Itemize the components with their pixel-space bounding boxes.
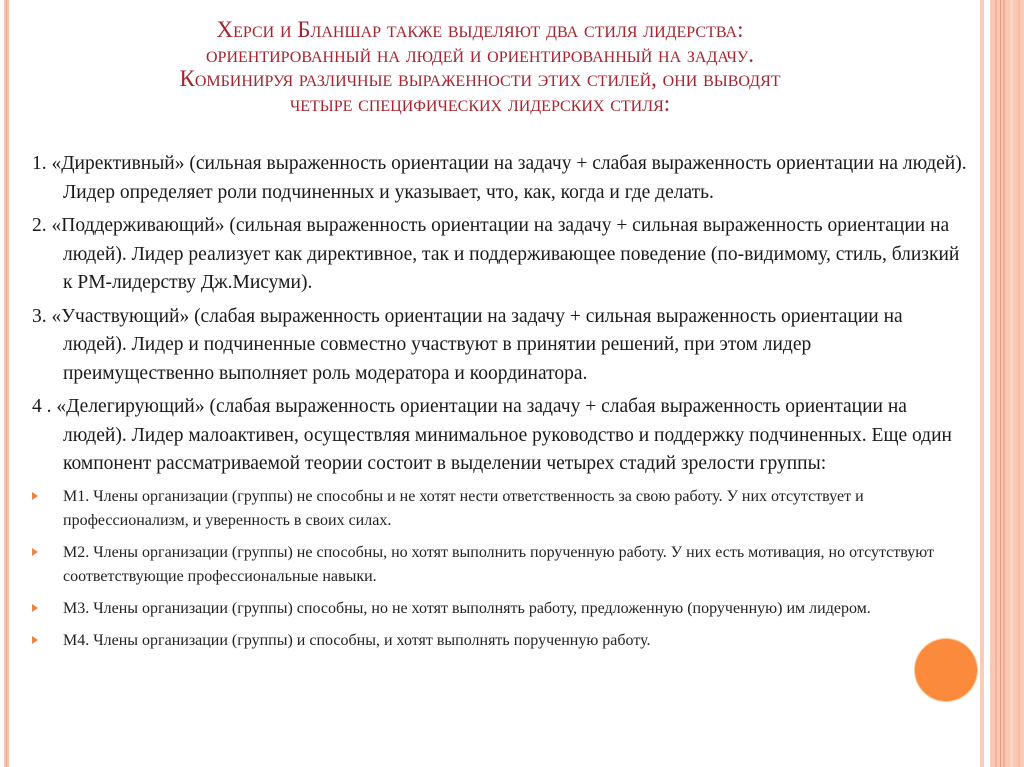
maturity-stage-item xyxy=(32,597,967,621)
title-line: Комбинируя различные выраженности этих стилей, они выводят xyxy=(179,66,781,91)
title-line: ориентированный на людей и ориентированный на задачу. xyxy=(206,41,754,67)
item-number: 3. xyxy=(32,305,47,327)
item-number: 4 . xyxy=(32,396,52,417)
stage-text: М4. Члены организации (группы) и способны, и хотят выполнять порученную работу. xyxy=(63,631,651,649)
stripe xyxy=(980,0,984,767)
stripe xyxy=(1010,0,1013,767)
stripe xyxy=(995,0,997,767)
leadership-style-item xyxy=(32,303,967,389)
maturity-stage-item xyxy=(32,629,967,653)
maturity-stage-item xyxy=(32,485,967,533)
left-border-stripe-line xyxy=(6,0,7,767)
leadership-style-item xyxy=(32,393,967,479)
stripe xyxy=(1000,0,1001,767)
leadership-style-item xyxy=(32,212,967,298)
triangle-right-bullet-icon xyxy=(32,604,38,612)
triangle-right-bullet-icon xyxy=(32,492,38,500)
stripe xyxy=(1003,0,1005,767)
stripe xyxy=(1018,0,1020,767)
leadership-style-item xyxy=(32,150,967,207)
maturity-stages-list xyxy=(32,485,967,653)
stage-text: М3. Члены организации (группы) способны, но не хотят выполнять работу, предложенную (порученную) им лидером. xyxy=(63,599,871,617)
title-line: Херси и Бланшар также выделяют два стиля лидерства: xyxy=(216,17,744,42)
maturity-stage-item xyxy=(32,541,967,589)
right-decorative-stripes xyxy=(980,0,1024,767)
item-number: 1. xyxy=(32,153,47,174)
item-text: «Поддерживающий» (сильная выраженность ориентации на задачу + сильная выраженность ориентации на людей). Лидер реализует как директивное, так и поддерживающее поведение (по-видимому, стиль, близкий к РМ-лидерству Дж.Мисуми). xyxy=(51,215,960,293)
item-number: 2. xyxy=(32,215,47,236)
item-text: «Делегирующий» (слабая выраженность ориентации на задачу + слабая выраженность ориентации на людей). Лидер малоактивен, осуществляя минимальное руководство и поддержку подчиненных. Еще один компонент рассматриваемой теории состоит в выделении четырех стадий зрелости группы: xyxy=(56,396,952,474)
title-line: четыре специфических лидерских стиля: xyxy=(289,90,671,116)
stage-text: М2. Члены организации (группы) не способны, но хотят выполнить порученную работу. У них есть мотивация, но отсутствуют соответствующие профессиональные навыки. xyxy=(63,543,934,585)
item-text: «Участвующий» (слабая выраженность ориентации на задачу + сильная выраженность ориентации на людей). Лидер и подчиненные совместно участвуют в принятии решений, при этом лидер преимущественно выполняет роль модератора и координатора. xyxy=(51,305,903,384)
stage-text: М1. Члены организации (группы) не способны и не хотят нести ответственность за свою работу. У них отсутствует и профессионализм, и уверенность в своих силах. xyxy=(63,487,864,529)
triangle-right-bullet-icon xyxy=(32,636,38,644)
slide-title xyxy=(60,18,900,116)
item-text: «Директивный» (сильная выраженность ориентации на задачу + слабая выраженность ориентации на людей). Лидер определяет роли подчиненных и указывает, что, как, когда и где делать. xyxy=(51,153,967,203)
triangle-right-bullet-icon xyxy=(32,548,38,556)
slide-body xyxy=(32,150,967,661)
orange-circle-decoration xyxy=(915,639,977,701)
